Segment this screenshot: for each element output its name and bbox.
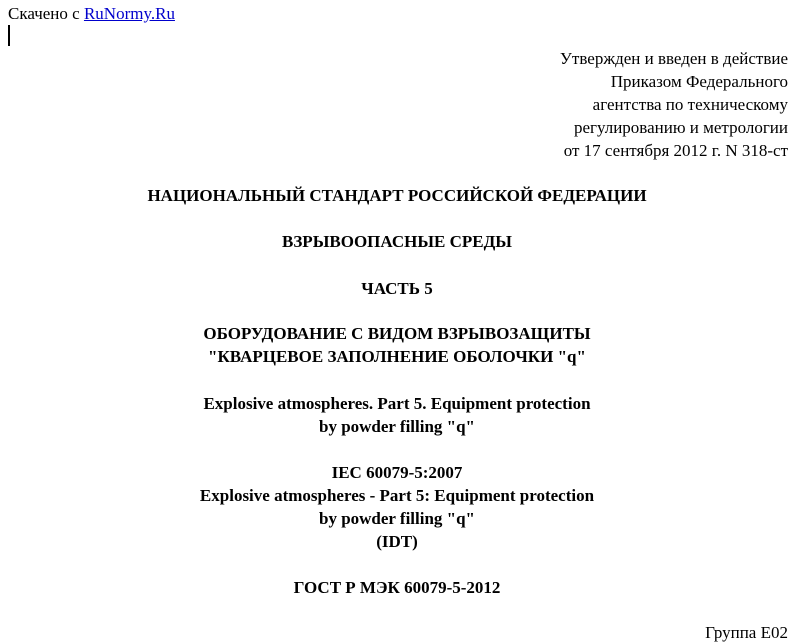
approval-line: от 17 сентября 2012 г. N 318-ст: [563, 141, 788, 160]
iec-reference-line: (IDT): [376, 532, 418, 551]
group-code: Группа Е02: [705, 623, 788, 642]
subject-title-line: ОБОРУДОВАНИЕ С ВИДОМ ВЗРЫВОЗАЩИТЫ: [203, 324, 591, 343]
runormy-link[interactable]: RuNormy.Ru: [83, 4, 175, 23]
downloaded-prefix: Скачено с: [8, 4, 84, 23]
subject-title-line: "КВАРЦЕВОЕ ЗАПОЛНЕНИЕ ОБОЛОЧКИ "q": [208, 347, 586, 366]
iec-reference-line: Explosive atmospheres - Part 5: Equipment protection: [199, 486, 595, 505]
approval-line: регулированию и метрологии: [573, 118, 788, 137]
iec-reference-line: by powder filling "q": [318, 509, 475, 528]
approval-line: Утвержден и введен в действие: [559, 49, 788, 68]
series-title: [0, 230, 794, 253]
gost-number: [0, 576, 794, 599]
iec-reference-line: IEC 60079-5:2007: [331, 463, 463, 482]
english-title-line: by powder filling "q": [318, 417, 475, 436]
approval-line: агентства по техническому: [592, 95, 788, 114]
english-title: [0, 392, 794, 438]
english-title-line: Explosive atmospheres. Part 5. Equipment protection: [203, 394, 591, 413]
part-title-text: ЧАСТЬ 5: [361, 279, 433, 298]
series-title-text: ВЗРЫВООПАСНЫЕ СРЕДЫ: [282, 232, 512, 251]
approval-line: Приказом Федерального: [610, 72, 788, 91]
iec-reference: [0, 461, 794, 553]
gost-number-text: ГОСТ Р МЭК 60079-5-2012: [293, 578, 501, 597]
standard-title: [0, 184, 794, 207]
standard-title-text: НАЦИОНАЛЬНЫЙ СТАНДАРТ РОССИЙСКОЙ ФЕДЕРАЦИИ: [147, 186, 647, 205]
approval-block: [560, 47, 788, 162]
downloaded-from-line: [8, 4, 175, 24]
part-title: [0, 277, 794, 300]
subject-title: [0, 322, 794, 368]
text-cursor: [8, 25, 10, 46]
